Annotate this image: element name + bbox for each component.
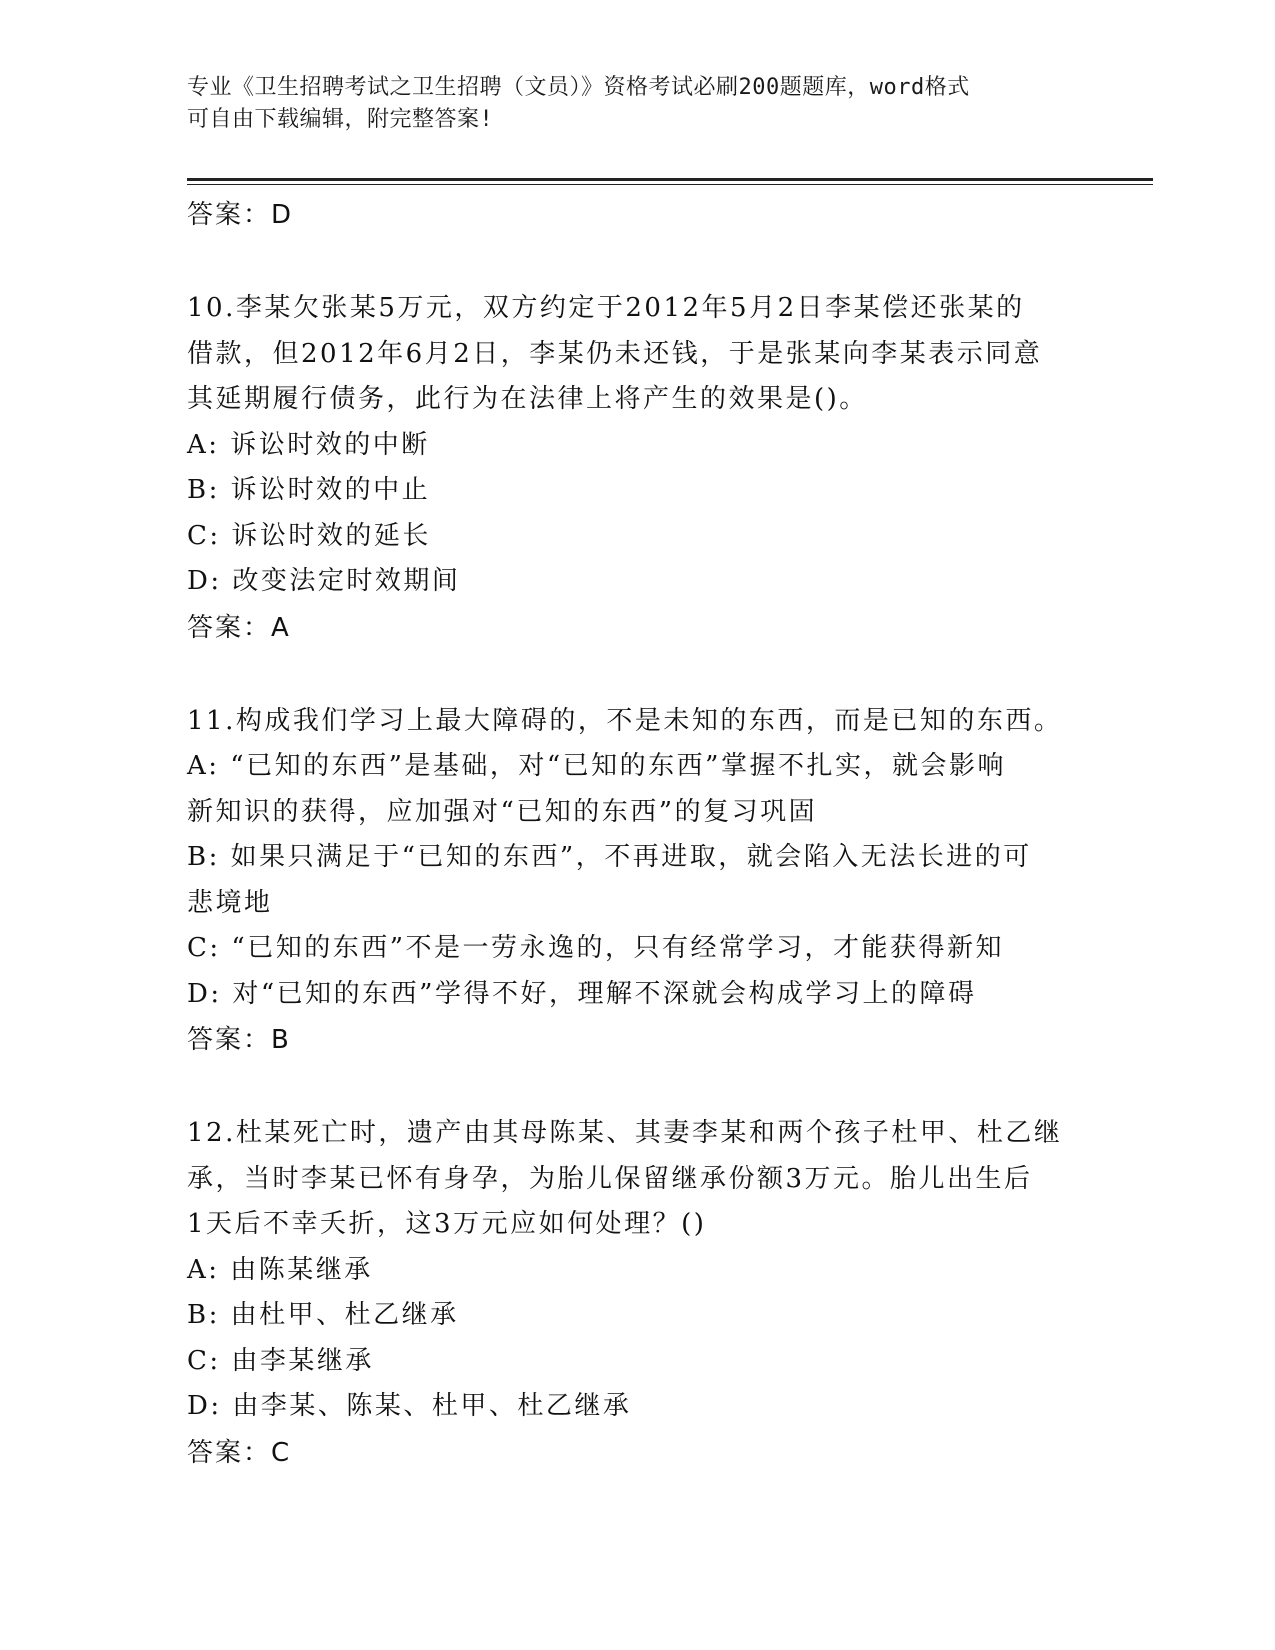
question-text-line: 借款，但2012年6月2日，李某仍未还钱，于是张某向李某表示同意 xyxy=(187,338,1043,369)
previous-answer xyxy=(187,192,1087,238)
option-c: C: 由李某继承 xyxy=(187,1345,374,1376)
answer-value: A xyxy=(271,612,289,643)
question-text-line: 其延期履行债务，此行为在法律上将产生的效果是()。 xyxy=(187,384,868,414)
question-answer xyxy=(187,1430,1087,1476)
option-d: D: 改变法定时效期间 xyxy=(187,566,461,596)
question-11 xyxy=(187,699,1087,1064)
question-list xyxy=(187,188,1087,1476)
option-c: C: 诉讼时效的延长 xyxy=(187,520,431,551)
question-10 xyxy=(187,286,1087,651)
answer-label: 答案： xyxy=(187,200,272,230)
option-a: A: 诉讼时效的中断 xyxy=(187,429,430,460)
answer-value: B xyxy=(271,1025,289,1055)
question-12 xyxy=(187,1111,1087,1476)
answer-label: 答案： xyxy=(187,1437,272,1468)
header-line-2: 可自由下载编辑，附完整答案! xyxy=(187,107,494,132)
question-text-line: 11.构成我们学习上最大障碍的，不是未知的东西，而是已知的东西。 xyxy=(187,705,1063,736)
answer-value: C xyxy=(271,1437,290,1468)
header-line-1: 专业《卫生招聘考试之卫生招聘（文员）》资格考试必刷200题题库，word格式 xyxy=(187,75,970,100)
option-d: D: 对“已知的东西”学得不好，理解不深就会构成学习上的障碍 xyxy=(187,978,977,1009)
option-b-continued: 悲境地 xyxy=(187,887,273,918)
question-text-line: 10.李某欠张某5万元，双方约定于2012年5月2日李某偿还张某的 xyxy=(187,293,1025,323)
option-b: B: 如果只满足于“已知的东西”，不再进取，就会陷入无法长进的可 xyxy=(187,842,1032,872)
question-text-line: 12.杜某死亡时，遗产由其母陈某、其妻李某和两个孩子杜甲、杜乙继 xyxy=(187,1118,1063,1148)
question-text-line: 承，当时李某已怀有身孕，为胎儿保留继承份额3万元。胎儿出生后 xyxy=(187,1163,1033,1194)
question-answer xyxy=(187,605,1087,651)
answer-value: D xyxy=(271,200,292,230)
option-a: A: “已知的东西”是基础，对“已知的东西”掌握不扎实，就会影响 xyxy=(187,751,1006,781)
page-header xyxy=(187,72,1087,136)
option-b: B: 诉讼时效的中止 xyxy=(187,475,431,505)
answer-label: 答案： xyxy=(187,612,272,643)
answer-label: 答案： xyxy=(187,1025,272,1055)
option-c: C: “已知的东西”不是一劳永逸的，只有经常学习，才能获得新知 xyxy=(187,933,1005,963)
question-answer xyxy=(187,1017,1087,1063)
option-d: D: 由李某、陈某、杜甲、杜乙继承 xyxy=(187,1391,632,1421)
header-divider-thin xyxy=(187,184,1153,185)
header-divider-thick xyxy=(187,178,1153,181)
option-a-continued: 新知识的获得，应加强对“已知的东西”的复习巩固 xyxy=(187,796,818,827)
question-text-line: 1天后不幸夭折，这3万元应如何处理？() xyxy=(187,1209,707,1239)
option-a: A: 由陈某继承 xyxy=(187,1254,373,1285)
option-b: B: 由杜甲、杜乙继承 xyxy=(187,1300,459,1330)
